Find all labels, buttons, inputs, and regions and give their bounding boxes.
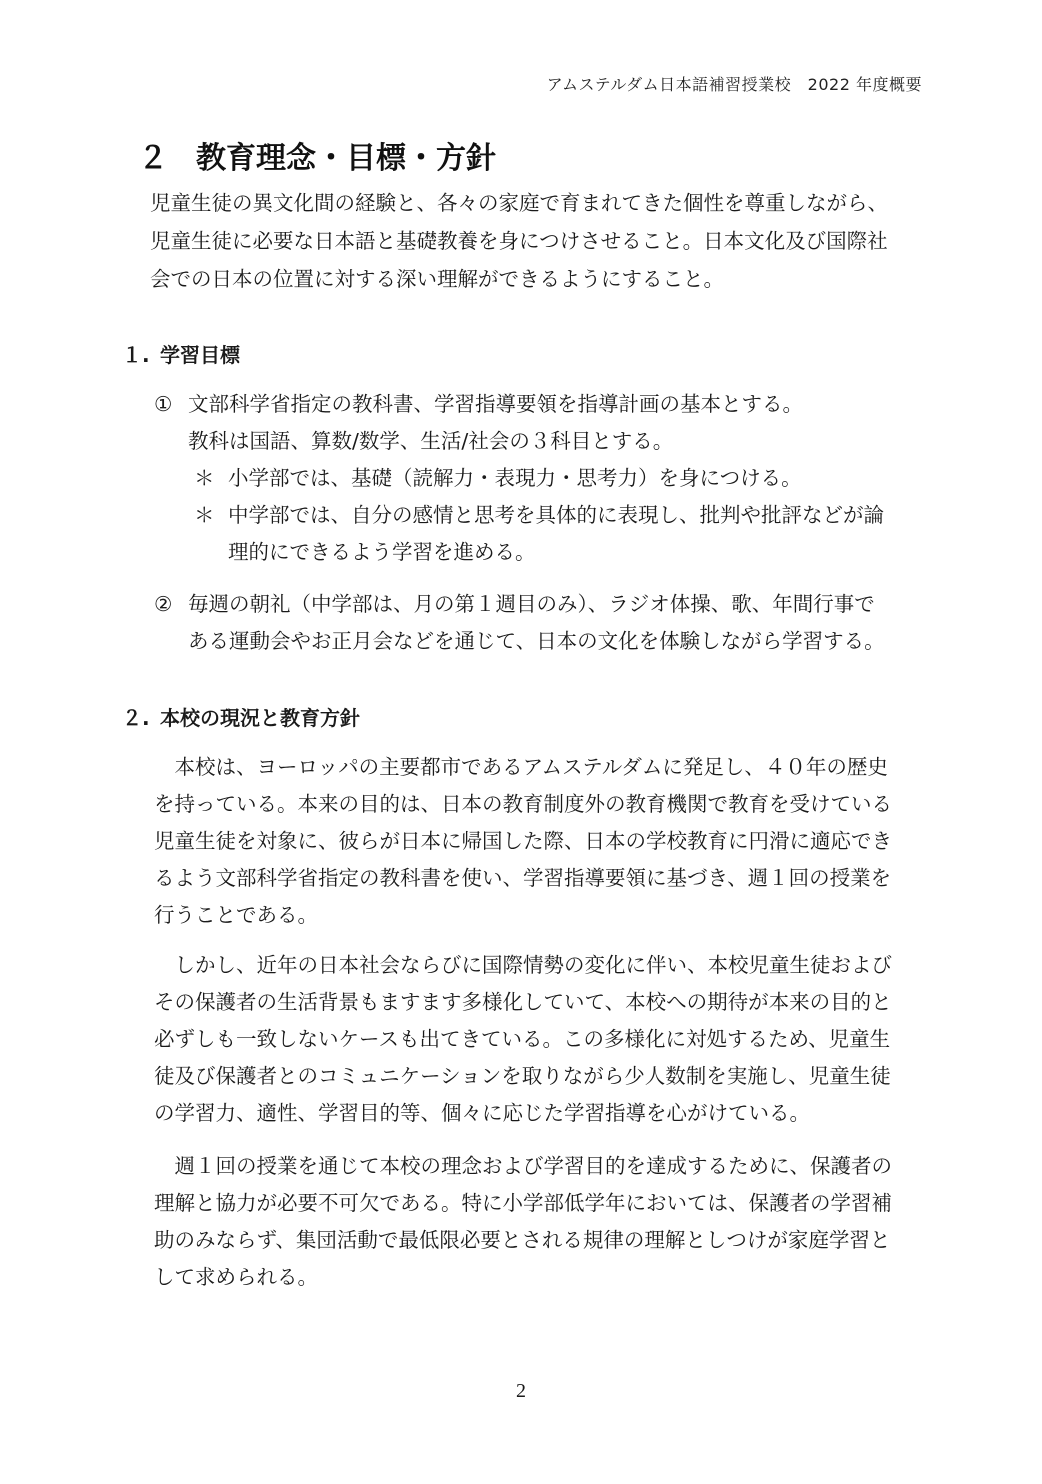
paragraph-line: 行うことである。 bbox=[154, 903, 318, 927]
policy-paragraph-3 bbox=[154, 1148, 922, 1296]
goal-item-text: 文部科学省指定の教科書、学習指導要領を指導計画の基本とする。 bbox=[188, 392, 803, 416]
page-number: 2 bbox=[516, 1380, 526, 1402]
paragraph-line: 徒及び保護者とのコミュニケーションを取りながら少人数制を実施し、児童生徒 bbox=[154, 1064, 891, 1088]
subsection-title: 本校の現況と教育方針 bbox=[160, 706, 360, 730]
subsection-number: ２. bbox=[122, 706, 150, 730]
subsection-title: 学習目標 bbox=[160, 343, 240, 367]
goal-item-1-line1 bbox=[154, 386, 803, 423]
running-header: アムステルダム日本語補習授業校 2022 年度概要 bbox=[546, 75, 922, 94]
goal-item-2-line1 bbox=[154, 586, 875, 623]
subsection-number: １. bbox=[122, 343, 150, 367]
bullet-text: 小学部では、基礎（読解力・表現力・思考力）を身につける。 bbox=[228, 466, 802, 490]
goal-bullet-1 bbox=[194, 460, 802, 497]
subsection-heading-goals bbox=[122, 339, 240, 368]
paragraph-line: 週１回の授業を通じて本校の理念および学習目的を達成するために、保護者の bbox=[154, 1154, 892, 1178]
intro-line: 児童生徒に必要な日本語と基礎教養を身につけさせること。日本文化及び国際社 bbox=[150, 229, 888, 253]
intro-paragraph bbox=[150, 184, 920, 298]
goal-item-1-line2: 教科は国語、算数/数学、生活/社会の３科目とする。 bbox=[188, 429, 674, 453]
section-title-text: 教育理念・目標・方針 bbox=[196, 141, 496, 176]
bullet-text: 中学部では、自分の感情と思考を具体的に表現し、批判や批評などが論 bbox=[228, 503, 884, 527]
policy-paragraph-1 bbox=[154, 749, 922, 934]
paragraph-line: の学習力、適性、学習目的等、個々に応じた学習指導を心がけている。 bbox=[154, 1101, 810, 1125]
paragraph-line: るよう文部科学省指定の教科書を使い、学習指導要領に基づき、週１回の授業を bbox=[154, 866, 892, 890]
policy-paragraph-2 bbox=[154, 947, 922, 1132]
intro-line: 児童生徒の異文化間の経験と、各々の家庭で育まれてきた個性を尊重しながら、 bbox=[150, 191, 888, 215]
goal-item-2-line2: ある運動会やお正月会などを通じて、日本の文化を体験しながら学習する。 bbox=[188, 629, 885, 653]
paragraph-line: その保護者の生活背景もますます多様化していて、本校への期待が本来の目的と bbox=[154, 990, 892, 1014]
paragraph-line: を持っている。本来の目的は、日本の教育制度外の教育機関で教育を受けている bbox=[154, 792, 892, 816]
section-heading bbox=[138, 133, 496, 177]
goal-bullet-2-continuation: 理的にできるよう学習を進める。 bbox=[228, 540, 536, 564]
paragraph-line: して求められる。 bbox=[154, 1265, 318, 1289]
subsection-heading-policy bbox=[122, 702, 360, 731]
intro-line: 会での日本の位置に対する深い理解ができるようにすること。 bbox=[150, 267, 724, 291]
asterisk-marker: ＊ bbox=[194, 503, 215, 527]
circled-number-marker: ② bbox=[154, 592, 173, 616]
paragraph-line: 本校は、ヨーロッパの主要都市であるアムステルダムに発足し、４０年の歴史 bbox=[154, 755, 888, 779]
goal-item-text: 毎週の朝礼（中学部は、月の第１週目のみ）、ラジオ体操、歌、年間行事で bbox=[188, 592, 875, 616]
paragraph-line: しかし、近年の日本社会ならびに国際情勢の変化に伴い、本校児童生徒および bbox=[154, 953, 892, 977]
paragraph-line: 必ずしも一致しないケースも出てきている。この多様化に対処するため、児童生 bbox=[154, 1027, 891, 1051]
goal-bullet-2 bbox=[194, 497, 884, 534]
paragraph-line: 助のみならず、集団活動で最低限必要とされる規律の理解としつけが家庭学習と bbox=[154, 1228, 891, 1252]
circled-number-marker: ① bbox=[154, 392, 173, 416]
asterisk-marker: ＊ bbox=[194, 466, 215, 490]
paragraph-line: 理解と協力が必要不可欠である。特に小学部低学年においては、保護者の学習補 bbox=[154, 1191, 892, 1215]
section-number: ２ bbox=[138, 141, 168, 176]
paragraph-line: 児童生徒を対象に、彼らが日本に帰国した際、日本の学校教育に円滑に適応でき bbox=[154, 829, 892, 853]
